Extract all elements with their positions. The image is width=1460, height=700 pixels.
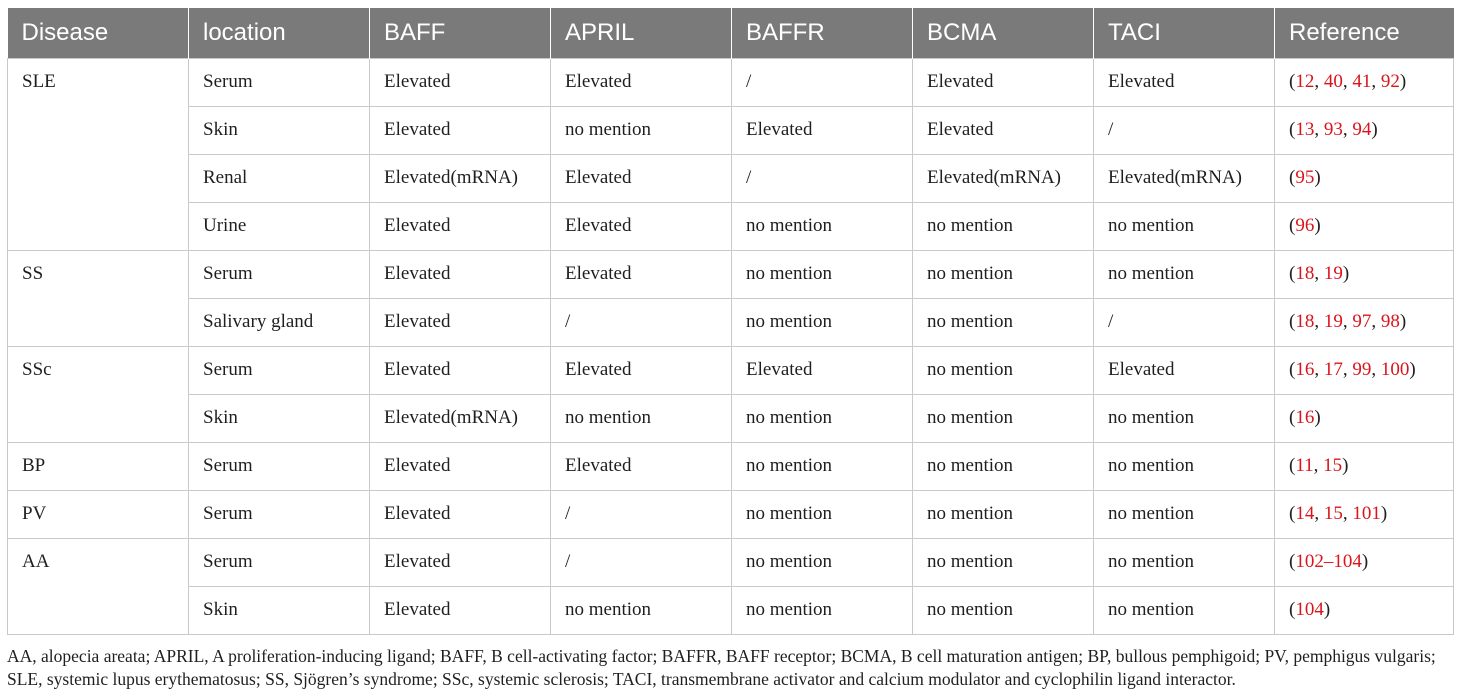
reference-link[interactable]: 92: [1380, 71, 1400, 92]
april-cell: Elevated: [551, 58, 732, 106]
reference-cell: (95): [1275, 154, 1454, 202]
table-footnote: AA, alopecia areata; APRIL, A proliferation-inducing ligand; BAFF, B cell-activating factor; BAFFR, BAFF receptor; BCMA, B cell maturation antigen; BP, bullous pemphigoid; PV, pemphigus vulgaris; SLE, systemic lupus erythematosus; SS, Sjögren’s syndrome; SSc, systemic sclerosis; TACI, transmembrane activator and calcium modulator and cyclophilin ligand interactor.: [7, 646, 1436, 689]
baffr-cell: no mention: [732, 538, 913, 586]
table-row: [8, 538, 1454, 586]
reference-link[interactable]: 99: [1352, 359, 1372, 380]
april-cell: Elevated: [551, 346, 732, 394]
baff-cell: Elevated: [370, 298, 551, 346]
baffr-cell: no mention: [732, 442, 913, 490]
taci-cell: /: [1094, 106, 1275, 154]
baffr-cell: /: [732, 58, 913, 106]
location-cell: Serum: [189, 346, 370, 394]
april-cell: no mention: [551, 394, 732, 442]
reference-link[interactable]: 101: [1352, 503, 1381, 524]
column-header-taci: TACI: [1094, 8, 1275, 58]
table-row: [8, 346, 1454, 394]
baff-cell: Elevated: [370, 586, 551, 634]
table-header-row: [8, 8, 1454, 58]
reference-link[interactable]: 12: [1295, 71, 1315, 92]
location-cell: Renal: [189, 154, 370, 202]
reference-link[interactable]: 95: [1295, 167, 1315, 188]
reference-link[interactable]: 98: [1380, 311, 1400, 332]
baffr-cell: no mention: [732, 490, 913, 538]
april-cell: Elevated: [551, 250, 732, 298]
bcma-cell: no mention: [913, 586, 1094, 634]
baff-cell: Elevated(mRNA): [370, 394, 551, 442]
baff-cell: Elevated: [370, 202, 551, 250]
reference-cell: (16): [1275, 394, 1454, 442]
bcma-cell: no mention: [913, 442, 1094, 490]
location-cell: Serum: [189, 442, 370, 490]
baffr-cell: /: [732, 154, 913, 202]
bcma-cell: Elevated: [913, 106, 1094, 154]
taci-cell: no mention: [1094, 442, 1275, 490]
bcma-cell: no mention: [913, 394, 1094, 442]
reference-cell: (11, 15): [1275, 442, 1454, 490]
taci-cell: no mention: [1094, 250, 1275, 298]
baffr-cell: no mention: [732, 394, 913, 442]
reference-link[interactable]: 104: [1295, 599, 1324, 620]
table-row: [8, 298, 1454, 346]
april-cell: no mention: [551, 586, 732, 634]
baff-cell: Elevated: [370, 490, 551, 538]
baffr-cell: no mention: [732, 250, 913, 298]
table-row: [8, 490, 1454, 538]
reference-link[interactable]: 96: [1295, 215, 1315, 236]
reference-cell: (13, 93, 94): [1275, 106, 1454, 154]
column-header-reference: Reference: [1275, 8, 1454, 58]
taci-cell: no mention: [1094, 490, 1275, 538]
reference-link[interactable]: 40: [1323, 71, 1343, 92]
baff-cell: Elevated: [370, 106, 551, 154]
taci-cell: no mention: [1094, 538, 1275, 586]
data-table: [7, 8, 1454, 635]
baff-cell: Elevated: [370, 442, 551, 490]
column-header-disease: Disease: [8, 8, 189, 58]
baff-cell: Elevated: [370, 346, 551, 394]
location-cell: Serum: [189, 490, 370, 538]
bcma-cell: no mention: [913, 250, 1094, 298]
location-cell: Skin: [189, 586, 370, 634]
reference-link[interactable]: 16: [1295, 359, 1315, 380]
table-row: [8, 442, 1454, 490]
reference-link[interactable]: 93: [1323, 119, 1343, 140]
taci-cell: no mention: [1094, 202, 1275, 250]
bcma-cell: Elevated: [913, 58, 1094, 106]
reference-cell: (102–104): [1275, 538, 1454, 586]
taci-cell: Elevated: [1094, 58, 1275, 106]
bcma-cell: Elevated(mRNA): [913, 154, 1094, 202]
reference-link[interactable]: 15: [1323, 455, 1343, 476]
reference-link[interactable]: 97: [1352, 311, 1372, 332]
location-cell: Salivary gland: [189, 298, 370, 346]
baff-cell: Elevated: [370, 250, 551, 298]
disease-cell: BP: [8, 442, 189, 490]
column-header-baffr: BAFFR: [732, 8, 913, 58]
reference-link[interactable]: 14: [1295, 503, 1315, 524]
column-header-location: location: [189, 8, 370, 58]
location-cell: Skin: [189, 106, 370, 154]
baff-cell: Elevated: [370, 538, 551, 586]
reference-link[interactable]: 13: [1295, 119, 1315, 140]
april-cell: Elevated: [551, 154, 732, 202]
table-row: [8, 250, 1454, 298]
reference-link[interactable]: 19: [1323, 263, 1343, 284]
table-row: [8, 202, 1454, 250]
table-row: [8, 154, 1454, 202]
column-header-april: APRIL: [551, 8, 732, 58]
disease-cell: SSc: [8, 346, 189, 442]
bcma-cell: no mention: [913, 538, 1094, 586]
april-cell: no mention: [551, 106, 732, 154]
bcma-cell: no mention: [913, 298, 1094, 346]
reference-cell: (14, 15, 101): [1275, 490, 1454, 538]
bcma-cell: no mention: [913, 490, 1094, 538]
disease-cell: SLE: [8, 58, 189, 250]
baffr-cell: no mention: [732, 298, 913, 346]
baffr-cell: Elevated: [732, 106, 913, 154]
bcma-cell: no mention: [913, 346, 1094, 394]
reference-cell: (96): [1275, 202, 1454, 250]
reference-cell: (16, 17, 99, 100): [1275, 346, 1454, 394]
location-cell: Serum: [189, 58, 370, 106]
location-cell: Urine: [189, 202, 370, 250]
taci-cell: /: [1094, 298, 1275, 346]
location-cell: Skin: [189, 394, 370, 442]
reference-link[interactable]: 16: [1295, 407, 1315, 428]
location-cell: Serum: [189, 250, 370, 298]
column-header-bcma: BCMA: [913, 8, 1094, 58]
taci-cell: Elevated: [1094, 346, 1275, 394]
reference-link[interactable]: 102–104: [1295, 551, 1362, 572]
taci-cell: no mention: [1094, 394, 1275, 442]
reference-link[interactable]: 18: [1295, 311, 1315, 332]
bcma-cell: no mention: [913, 202, 1094, 250]
reference-link[interactable]: 11: [1295, 455, 1314, 476]
taci-cell: no mention: [1094, 586, 1275, 634]
taci-cell: Elevated(mRNA): [1094, 154, 1275, 202]
reference-link[interactable]: 15: [1323, 503, 1343, 524]
location-cell: Serum: [189, 538, 370, 586]
baffr-cell: Elevated: [732, 346, 913, 394]
reference-link[interactable]: 18: [1295, 263, 1315, 284]
baff-cell: Elevated(mRNA): [370, 154, 551, 202]
reference-cell: (12, 40, 41, 92): [1275, 58, 1454, 106]
april-cell: /: [551, 490, 732, 538]
reference-link[interactable]: 41: [1352, 71, 1372, 92]
april-cell: /: [551, 298, 732, 346]
disease-cell: SS: [8, 250, 189, 346]
april-cell: /: [551, 538, 732, 586]
reference-link[interactable]: 17: [1323, 359, 1343, 380]
disease-cell: PV: [8, 490, 189, 538]
april-cell: Elevated: [551, 202, 732, 250]
reference-link[interactable]: 94: [1352, 119, 1372, 140]
reference-cell: (104): [1275, 586, 1454, 634]
baff-cell: Elevated: [370, 58, 551, 106]
table-row: [8, 586, 1454, 634]
reference-link[interactable]: 100: [1380, 359, 1410, 380]
disease-cell: AA: [8, 538, 189, 634]
table-row: [8, 394, 1454, 442]
table-row: [8, 106, 1454, 154]
column-header-baff: BAFF: [370, 8, 551, 58]
reference-link[interactable]: 19: [1323, 311, 1343, 332]
baffr-cell: no mention: [732, 586, 913, 634]
table-body: [8, 58, 1454, 634]
baffr-cell: no mention: [732, 202, 913, 250]
april-cell: Elevated: [551, 442, 732, 490]
reference-cell: (18, 19): [1275, 250, 1454, 298]
table-row: [8, 58, 1454, 106]
reference-cell: (18, 19, 97, 98): [1275, 298, 1454, 346]
